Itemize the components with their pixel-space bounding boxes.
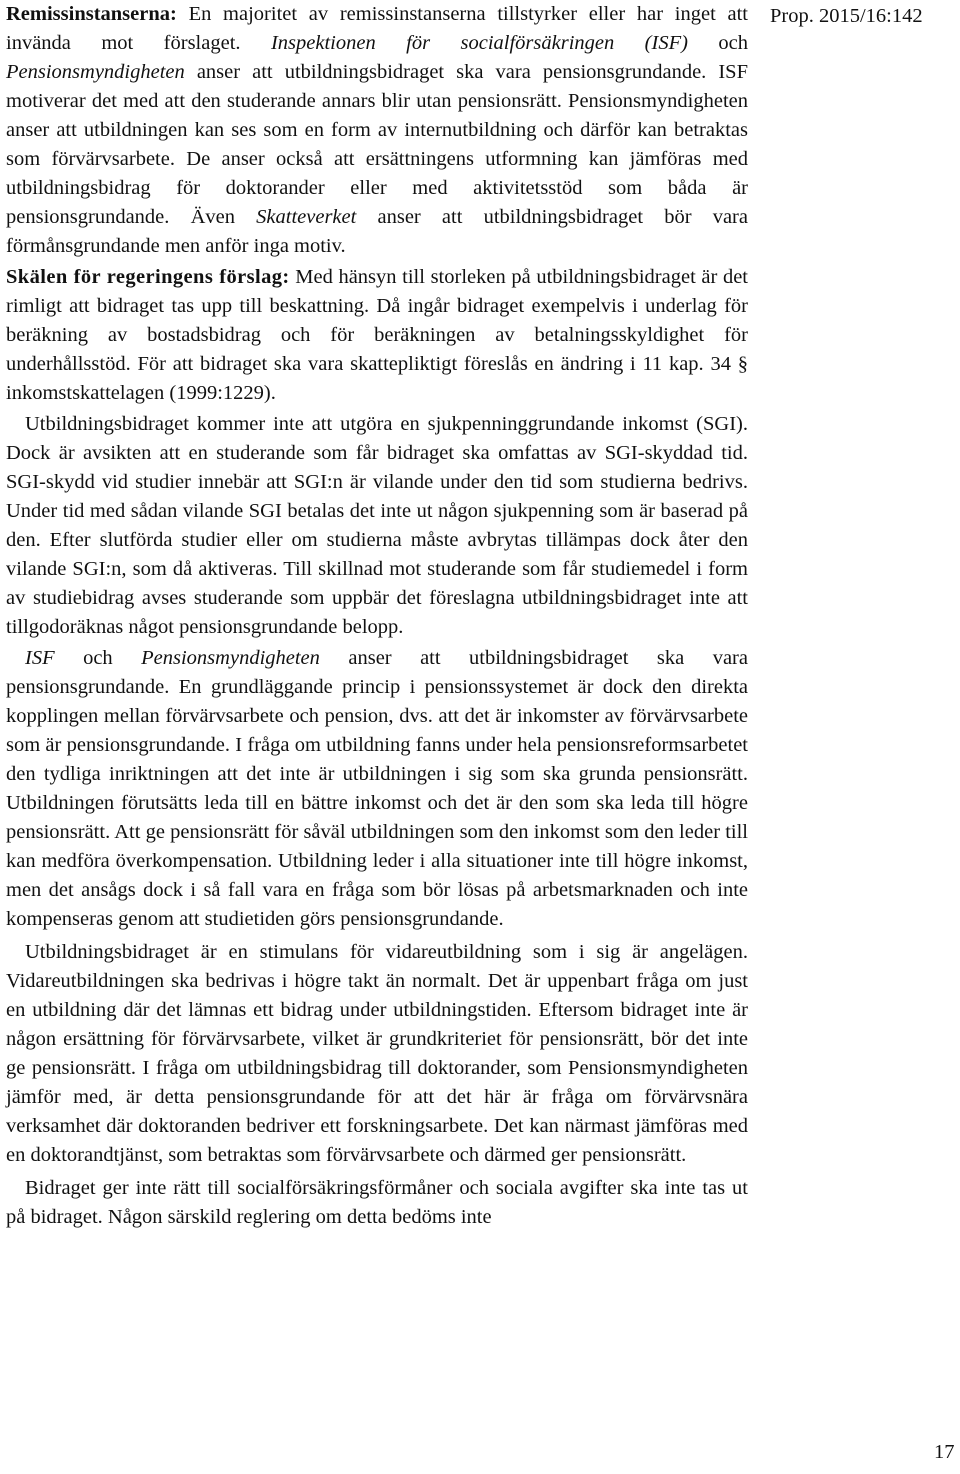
paragraph-heading: Skälen för regeringens förslag: <box>6 266 290 288</box>
paragraph-text: Med hänsyn till storleken på utbildningsbidraget är det rimligt att bidraget tas upp till beskattning. Då ingår bidraget exempelvis i underlag för beräkning av bostadsbidrag och för beräkningen av betalningsskyldighet för underhållsstöd. För att bidraget ska vara skattepliktigt föreslås en ändring i 11 kap. 34 § inkomstskattelagen (1999:1229). <box>6 266 748 404</box>
paragraph-text: anser att utbildningsbidraget bör vara förmånsgrundande men anför inga motiv. <box>6 206 748 257</box>
paragraph-skalen <box>6 263 748 408</box>
italic-text: Pensionsmyndigheten <box>141 647 320 669</box>
paragraph-heading: Remissinstanserna: <box>6 3 177 25</box>
paragraph-pensionsgrundande <box>6 644 748 934</box>
italic-text: Skatteverket <box>256 206 357 228</box>
paragraph-text: anser att utbildningsbidraget ska vara pensionsgrundande. En grundläggande princip i pensionssystemet är dock den direkta kopplingen mellan förvärvsarbete och pension, dvs. att det är inkomster av förvärvsarbete som är pensionsgrundande. I fråga om utbildning fanns under hela pensionsreformsarbetet den tydliga inriktningen att det inte är utbildningen i sig som ska grunda pensionsrätt. Utbildningen förutsätts leda till en bättre inkomst och det är den som ska leda till högre pensionsrätt. Att ge pensionsrätt för såväl utbildningen som den inkomst som den leder till kan medföra överkompensation. Utbildning leder i alla situationer inte till högre inkomst, men det ansågs dock i så fall vara en fråga som bör lösas på arbetsmarknaden och inte kompenseras genom att studietiden görs pensionsgrundande. <box>6 647 748 930</box>
document-body <box>6 0 748 1232</box>
paragraph-sgi: Utbildningsbidraget kommer inte att utgöra en sjukpenninggrundande inkomst (SGI). Dock är avsikten att en studerande som får bidraget ska omfattas av SGI-skyddad tid. SGI-skydd vid studier innebär att SGI:n är vilande under den tid som studierna bedrivs. Under tid med sådan vilande SGI betalas det inte ut någon sjukpenning som är baserad på den. Efter slutförda studier eller om studierna måste avbrytas tillämpas dock åter den vilande SGI:n, som då aktiveras. Till skillnad mot studerande som får studiemedel i form av studiebidrag avses studerande som uppbär det föreslagna utbildningsbidraget inte att tillgodoräknas något pensionsgrundande belopp. <box>6 413 748 638</box>
page-number: 17 <box>934 1441 955 1463</box>
proposition-reference: Prop. 2015/16:142 <box>770 5 923 27</box>
paragraph-avgifter: Bidraget ger inte rätt till socialförsäkringsförmåner och sociala avgifter ska inte tas ut på bidraget. Någon särskild reglering om detta bedöms inte <box>6 1177 748 1228</box>
paragraph-text: och <box>54 647 142 669</box>
paragraph-text: anser att utbildningsbidraget ska vara pensionsgrundande. ISF motiverar det med att den studerande annars blir utan pensionsrätt. Pensionsmyndigheten anser att utbildningen kan ses som en form av internutbildning och därför kan betraktas som förvärvsarbete. De anser också att ersättningens utformning kan jämföras med utbildningsbidrag för doktorander eller med aktivitetsstöd som båda är pensionsgrundande. Även <box>6 61 748 228</box>
paragraph-remissinstanserna <box>6 0 748 261</box>
paragraph-stimulans: Utbildningsbidraget är en stimulans för vidareutbildning som i sig är angelägen. Vidareutbildningen ska bedrivas i högre takt än normalt. Det är uppenbart fråga om just en utbildning där det lämnas ett bidrag under utbildningstiden. Eftersom bidraget inte är någon ersättning för förvärvsarbete, vilket är grundkriteriet för pensionsrätt, bör det inte ge pensionsrätt. I fråga om utbildningsbidrag till doktorander, som Pensionsmyndigheten jämför med, är detta pensionsgrundande för att det här är fråga om förvärvsnära verksamhet där doktoranden bedriver ett forskningsarbete. Det kan närmast jämföras med en doktorandtjänst, som betraktas som förvärvsarbete och därmed ger pensionsrätt. <box>6 941 748 1166</box>
paragraph-text: En majoritet av remissinstanserna tillstyrker eller har inget att invända mot förslaget. <box>6 3 748 54</box>
italic-text: Inspektionen för socialförsäkringen (ISF) <box>270 32 688 54</box>
paragraph-text: och <box>687 32 748 54</box>
italic-text: ISF <box>25 647 55 669</box>
italic-text: Pensionsmyndigheten <box>6 61 185 83</box>
